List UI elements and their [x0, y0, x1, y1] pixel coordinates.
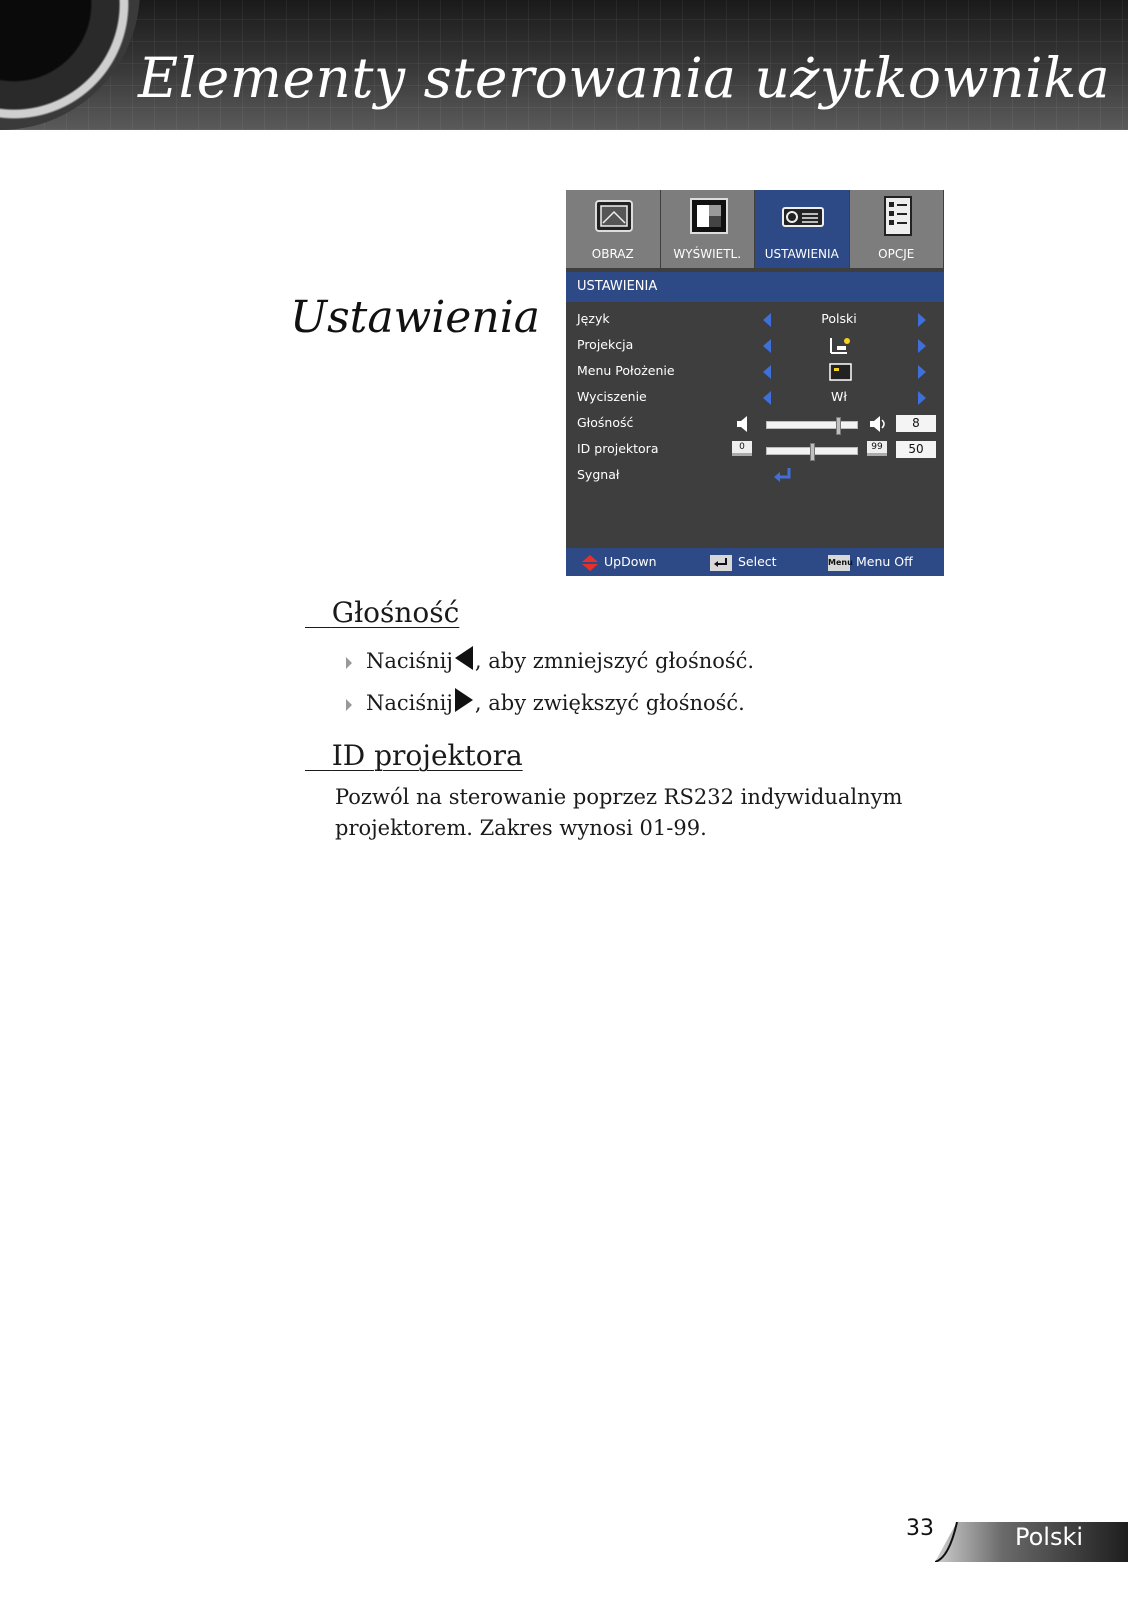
arrow-left-icon[interactable] — [763, 391, 771, 405]
projector-id-heading — [305, 739, 523, 772]
tab-label: USTAWIENIA — [764, 247, 839, 261]
description-line: projektorem. Zakres wynosi 01-99. — [335, 816, 707, 840]
id-max-icon: 99 — [867, 441, 887, 456]
volume-value: 8 — [896, 415, 936, 432]
menu-off-label: Menu Off — [856, 554, 913, 569]
updown-arrows-icon — [582, 555, 598, 571]
menu-key-icon: Menu — [828, 555, 850, 571]
speaker-loud-icon — [869, 414, 889, 434]
volume-slider[interactable] — [766, 421, 858, 429]
osd-row-menu-position[interactable] — [566, 359, 944, 385]
right-triangle-icon — [455, 688, 473, 712]
menu-position-icon — [829, 363, 853, 381]
tab-ustawienia[interactable] — [755, 190, 850, 268]
projector-id-slider[interactable] — [766, 447, 858, 455]
osd-row-language[interactable] — [566, 307, 944, 333]
tab-opcje[interactable] — [850, 190, 945, 268]
row-label: Projekcja — [577, 337, 634, 352]
speaker-quiet-icon — [736, 415, 750, 433]
osd-menu — [566, 190, 944, 576]
osd-row-volume[interactable] — [566, 411, 944, 437]
updown-hint — [582, 554, 657, 571]
volume-heading — [305, 596, 459, 629]
footer-language: Polski — [1015, 1523, 1084, 1551]
tab-label: OPCJE — [878, 247, 915, 261]
osd-row-signal[interactable] — [566, 463, 944, 489]
bullet-text-after: , aby zwiększyć głośność. — [474, 691, 745, 715]
left-triangle-icon — [455, 646, 473, 670]
bullet-text-before: Naciśnij — [366, 649, 453, 673]
lens-graphic — [0, 0, 140, 130]
section-title: Ustawienia — [290, 292, 540, 343]
select-label: Select — [738, 554, 777, 569]
page-header-title: Elementy sterowania użytkownika — [138, 46, 1111, 110]
row-label: ID projektora — [577, 441, 659, 456]
picture-icon — [593, 196, 635, 236]
osd-tab-bar — [566, 190, 944, 268]
page-number: 33 — [906, 1516, 934, 1541]
osd-row-projection[interactable] — [566, 333, 944, 359]
mute-value: Wł — [831, 389, 847, 404]
description-line: Pozwól na sterowanie poprzez RS232 indywidualnym — [335, 785, 903, 809]
tab-obraz[interactable] — [566, 190, 661, 268]
tab-label: WYŚWIETL. — [673, 247, 742, 261]
arrow-right-icon[interactable] — [918, 391, 926, 405]
arrow-right-icon[interactable] — [918, 313, 926, 327]
tab-wyswietl[interactable] — [661, 190, 756, 268]
arrow-right-icon[interactable] — [918, 365, 926, 379]
slider-knob[interactable] — [836, 417, 841, 435]
row-label: Język — [577, 311, 610, 326]
bullet-text-after: , aby zmniejszyć głośność. — [474, 649, 755, 673]
bullet-marker-icon — [346, 657, 352, 669]
projector-id-heading-text: ID projektora — [331, 739, 523, 772]
row-label: Sygnał — [577, 467, 620, 482]
osd-row-mute[interactable] — [566, 385, 944, 411]
row-label: Głośność — [577, 415, 634, 430]
header-banner — [0, 0, 1128, 130]
osd-footer-bar — [566, 548, 944, 576]
osd-panel-title: USTAWIENIA — [566, 272, 944, 302]
bullet-text-before: Naciśnij — [366, 691, 453, 715]
display-icon — [688, 196, 730, 236]
updown-label: UpDown — [604, 554, 657, 569]
projector-id-description — [335, 782, 935, 844]
enter-icon — [773, 466, 793, 484]
arrow-left-icon[interactable] — [763, 313, 771, 327]
slider-knob[interactable] — [810, 443, 815, 461]
enter-key-icon — [710, 555, 732, 571]
arrow-left-icon[interactable] — [763, 339, 771, 353]
projection-mode-icon — [829, 337, 851, 355]
osd-row-projector-id[interactable] — [566, 437, 944, 463]
projector-id-value: 50 — [896, 441, 936, 458]
language-value: Polski — [821, 311, 857, 326]
options-list-icon — [877, 196, 919, 236]
projector-icon — [782, 196, 824, 236]
id-min-icon: 0 — [732, 441, 752, 456]
row-label: Wyciszenie — [577, 389, 647, 404]
bullet-marker-icon — [346, 699, 352, 711]
menu-off-hint — [828, 554, 913, 571]
volume-heading-text: Głośność — [331, 596, 460, 629]
arrow-left-icon[interactable] — [763, 365, 771, 379]
arrow-right-icon[interactable] — [918, 339, 926, 353]
volume-bullet-increase — [346, 688, 745, 715]
select-hint — [710, 554, 777, 571]
volume-bullet-decrease — [346, 646, 754, 673]
row-label: Menu Położenie — [577, 363, 675, 378]
tab-label: OBRAZ — [591, 247, 634, 261]
